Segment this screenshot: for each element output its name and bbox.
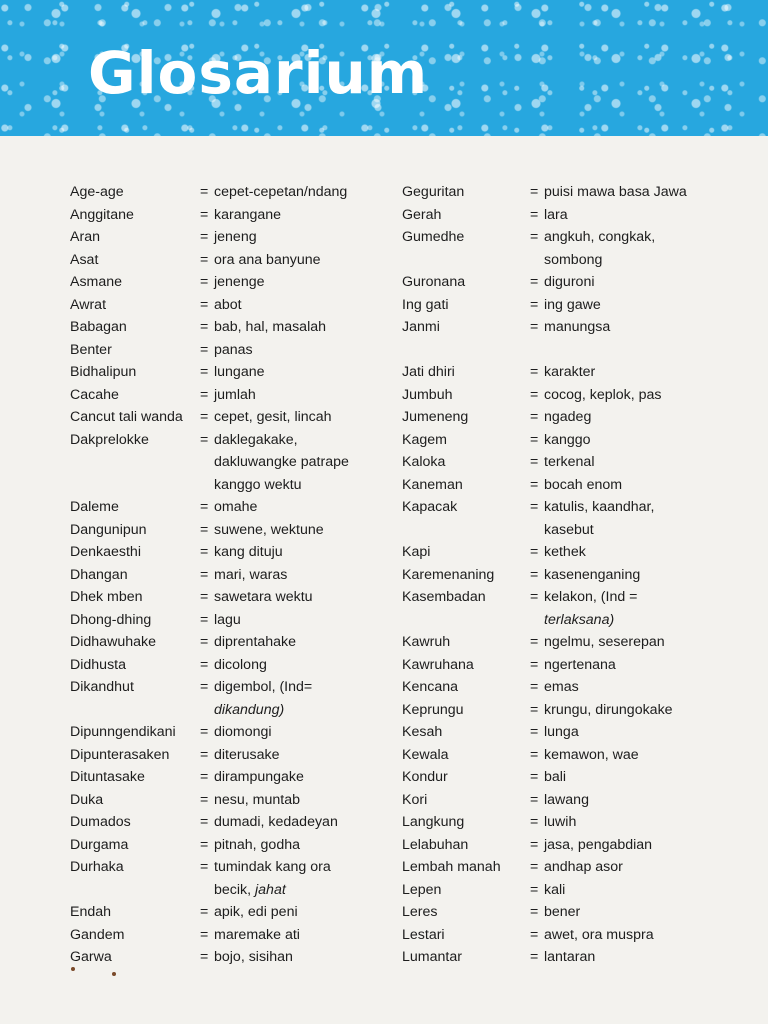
- glossary-definition: [214, 519, 324, 542]
- glossary-term: Daleme: [70, 499, 119, 515]
- definition-line: dirampungake: [214, 769, 304, 785]
- glossary-definition: [544, 856, 623, 879]
- page-title: Glosarium: [88, 39, 429, 107]
- glossary-term: Dangunipun: [70, 521, 147, 538]
- definition-line: cepet, gesit, lincah: [214, 409, 332, 425]
- glossary-definition: [214, 406, 332, 429]
- equals-sign: =: [200, 206, 209, 223]
- equals-sign: =: [200, 296, 209, 313]
- equals-sign: =: [530, 791, 539, 808]
- definition-line: bocah enom: [544, 476, 623, 493]
- glossary-term: Guronana: [402, 274, 466, 290]
- equals-sign: =: [530, 724, 539, 740]
- glossary-definition: [214, 586, 313, 609]
- glossary-term: Kagem: [402, 431, 447, 448]
- glossary-definition: [214, 271, 265, 294]
- equals-sign: =: [530, 679, 539, 695]
- definition-line: ing gawe: [544, 296, 601, 313]
- glossary-definition: [214, 631, 296, 654]
- definition-line: karakter: [544, 364, 596, 380]
- glossary-definition: [214, 676, 312, 721]
- equals-sign: =: [530, 769, 539, 785]
- definition-line: maremake ati: [214, 926, 300, 943]
- glossary-term: Bidhalipun: [70, 364, 137, 380]
- equals-sign: =: [530, 859, 539, 875]
- glossary-term: Karemenaning: [402, 566, 495, 583]
- glossary-term: Kori: [402, 791, 428, 808]
- glossary-definition: [214, 744, 279, 767]
- definition-line: dumadi, kedadeyan: [214, 814, 338, 830]
- equals-sign: =: [200, 364, 209, 380]
- definition-line: terlaksana): [544, 611, 615, 628]
- equals-sign: =: [530, 881, 539, 898]
- glossary-definition: [544, 361, 595, 384]
- glossary-definition: [544, 789, 589, 812]
- definition-line: jenenge: [214, 274, 265, 290]
- definition-line: diomongi: [214, 724, 272, 740]
- equals-sign: =: [200, 499, 209, 515]
- equals-sign: =: [200, 521, 209, 538]
- glossary-definition: [544, 384, 662, 407]
- glossary-definition: [214, 226, 257, 249]
- definition-line: lawang: [544, 791, 589, 808]
- equals-sign: =: [530, 499, 539, 515]
- equals-sign: =: [200, 386, 209, 403]
- glossary-term: Duka: [70, 791, 104, 808]
- glossary-term: Garwa: [70, 949, 112, 965]
- equals-sign: =: [200, 184, 209, 200]
- glossary-definition: [214, 429, 349, 497]
- glossary-definition: [544, 294, 601, 317]
- glossary-definition: [214, 496, 257, 519]
- definition-line: sombong: [544, 251, 603, 268]
- equals-sign: =: [200, 926, 209, 943]
- glossary-term: Dakprelokke: [70, 431, 149, 448]
- glossary-term: Kondur: [402, 769, 448, 785]
- glossary-term: Aran: [70, 229, 100, 245]
- definition-line: katulis, kaandhar,: [544, 499, 655, 515]
- glossary-term: Lelabuhan: [402, 836, 469, 853]
- glossary-definition: [214, 361, 265, 384]
- equals-sign: =: [530, 949, 539, 965]
- glossary-term: Kencana: [402, 679, 459, 695]
- definition-line: digembol, (Ind=: [214, 679, 313, 695]
- glossary-definition: [214, 204, 281, 227]
- definition-line: bab, hal, masalah: [214, 319, 326, 335]
- equals-sign: =: [200, 251, 209, 268]
- glossary-definition: [544, 474, 622, 497]
- definition-line: lunga: [544, 724, 579, 740]
- equals-sign: =: [530, 319, 539, 335]
- glossary-definition: [214, 316, 326, 339]
- equals-sign: =: [530, 746, 539, 763]
- glossary-definition: [544, 564, 640, 587]
- glossary-term: Kawruhana: [402, 656, 474, 673]
- equals-sign: =: [530, 206, 539, 223]
- definition-line: emas: [544, 679, 579, 695]
- glossary-definition: [544, 541, 586, 564]
- glossary-definition: [544, 744, 639, 767]
- glossary-term: Asmane: [70, 274, 123, 290]
- glossary-definition: [544, 429, 591, 452]
- glossary-term: Anggitane: [70, 206, 134, 223]
- definition-line: karangane: [214, 206, 282, 223]
- glossary-definition: [544, 901, 580, 924]
- glossary-term: Kawruh: [402, 634, 451, 650]
- glossary-term: Gerah: [402, 206, 442, 223]
- glossary-definition: [214, 339, 253, 362]
- definition-line: jasa, pengabdian: [544, 836, 653, 853]
- definition-line: bojo, sisihan: [214, 949, 293, 965]
- glossary-term: Kaloka: [402, 454, 446, 470]
- definition-line: kasebut: [544, 521, 594, 538]
- glossary-term: Kasembadan: [402, 589, 486, 605]
- glossary-definition: [214, 811, 338, 834]
- definition-line: kethek: [544, 544, 586, 560]
- equals-sign: =: [530, 656, 539, 673]
- definition-line: angkuh, congkak,: [544, 229, 656, 245]
- glossary-term: Kapi: [402, 544, 431, 560]
- glossary-term: Kaneman: [402, 476, 463, 493]
- equals-sign: =: [200, 724, 209, 740]
- glossary-term: Langkung: [402, 814, 465, 830]
- glossary-definition: [214, 721, 272, 744]
- glossary-term: Kewala: [402, 746, 449, 763]
- glossary-definition: [544, 946, 595, 969]
- equals-sign: =: [200, 544, 209, 560]
- glossary-definition: [544, 654, 616, 677]
- equals-sign: =: [200, 859, 209, 875]
- glossary-definition: [544, 721, 579, 744]
- definition-line: becik, jahat: [214, 881, 286, 898]
- equals-sign: =: [200, 791, 209, 808]
- definition-line: mari, waras: [214, 566, 288, 583]
- glossary-term: Durhaka: [70, 859, 124, 875]
- equals-sign: =: [200, 949, 209, 965]
- glossary-definition: [544, 496, 654, 541]
- glossary-term: Awrat: [70, 296, 107, 313]
- equals-sign: =: [200, 656, 209, 673]
- glossary-term: Endah: [70, 904, 112, 920]
- glossary-term: Kapacak: [402, 499, 458, 515]
- glossary-term: Jumeneng: [402, 409, 469, 425]
- glossary-term: Dituntasake: [70, 769, 145, 785]
- glossary-definition: [544, 699, 673, 722]
- equals-sign: =: [530, 296, 539, 313]
- glossary-definition: [544, 811, 576, 834]
- definition-line: kanggo: [544, 431, 591, 448]
- definition-line: lungane: [214, 364, 265, 380]
- glossary-definition: [214, 856, 331, 901]
- equals-sign: =: [530, 701, 539, 718]
- glossary-definition: [544, 226, 655, 271]
- glossary-term: Geguritan: [402, 184, 465, 200]
- definition-line: abot: [214, 296, 242, 313]
- glossary-term: Didhawuhake: [70, 634, 156, 650]
- ink-speck: [71, 967, 75, 971]
- equals-sign: =: [200, 634, 209, 650]
- equals-sign: =: [530, 926, 539, 943]
- glossary-term: Kesah: [402, 724, 443, 740]
- glossary-term: Dhangan: [70, 566, 128, 583]
- glossary-term: Cancut tali wanda: [70, 409, 183, 425]
- glossary-term: Lembah manah: [402, 859, 501, 875]
- definition-line: ora ana banyune: [214, 251, 321, 268]
- definition-line: kang dituju: [214, 544, 283, 560]
- glossary-definition: [544, 834, 652, 857]
- definition-line: nesu, muntab: [214, 791, 300, 808]
- glossary-definition: [214, 541, 283, 564]
- glossary-definition: [214, 766, 304, 789]
- glossary-term: Lestari: [402, 926, 445, 943]
- glossary-definition: [214, 901, 298, 924]
- equals-sign: =: [530, 566, 539, 583]
- glossary-definition: [544, 204, 568, 227]
- equals-sign: =: [200, 341, 209, 358]
- equals-sign: =: [200, 904, 209, 920]
- equals-sign: =: [530, 274, 539, 290]
- definition-line: panas: [214, 341, 253, 358]
- glossary-definition: [544, 631, 665, 654]
- glossary-term: Gumedhe: [402, 229, 465, 245]
- glossary-term: Age-age: [70, 184, 124, 200]
- glossary-term: Dumados: [70, 814, 131, 830]
- glossary-term: Leres: [402, 904, 438, 920]
- equals-sign: =: [200, 431, 209, 448]
- definition-line: lara: [544, 206, 568, 223]
- glossary-term: Didhusta: [70, 656, 126, 673]
- definition-line: daklegakake,: [214, 431, 298, 448]
- glossary-definition: [544, 586, 637, 631]
- glossary-definition: [214, 294, 242, 317]
- glossary-definition: [214, 654, 267, 677]
- glossary-definition: [544, 451, 594, 474]
- definition-line: krungu, dirungokake: [544, 701, 673, 718]
- definition-line: ngadeg: [544, 409, 592, 425]
- definition-line: luwih: [544, 814, 577, 830]
- glossary-term: Dipunngendikani: [70, 724, 176, 740]
- equals-sign: =: [530, 814, 539, 830]
- glossary-definition: [544, 879, 565, 902]
- glossary-term: Dikandhut: [70, 679, 134, 695]
- glossary-definition: [214, 181, 347, 204]
- equals-sign: =: [530, 431, 539, 448]
- glossary-term: Jumbuh: [402, 386, 453, 403]
- equals-sign: =: [530, 409, 539, 425]
- equals-sign: =: [200, 611, 209, 628]
- equals-sign: =: [530, 589, 539, 605]
- glossary-definition: [544, 766, 566, 789]
- equals-sign: =: [200, 836, 209, 853]
- definition-line: kelakon, (Ind =: [544, 589, 638, 605]
- equals-sign: =: [530, 386, 539, 403]
- equals-sign: =: [530, 229, 539, 245]
- glossary-definition: [214, 249, 321, 272]
- glossary-term: Janmi: [402, 319, 440, 335]
- definition-line: lantaran: [544, 949, 596, 965]
- glossary-term: Durgama: [70, 836, 129, 853]
- equals-sign: =: [200, 589, 209, 605]
- definition-line: puisi mawa basa Jawa: [544, 184, 687, 200]
- definition-line: kemawon, wae: [544, 746, 639, 763]
- ink-speck: [112, 972, 116, 976]
- definition-line: diguroni: [544, 274, 595, 290]
- glossary-term: Babagan: [70, 319, 127, 335]
- definition-line: ngertenana: [544, 656, 616, 673]
- definition-line: diterusake: [214, 746, 280, 763]
- glossary-term: Benter: [70, 341, 112, 358]
- glossary-definition: [214, 609, 241, 632]
- definition-line: kali: [544, 881, 566, 898]
- glossary-term: Denkaesthi: [70, 544, 141, 560]
- definition-line: ngelmu, seserepan: [544, 634, 665, 650]
- glossary-term: Ing gati: [402, 296, 449, 313]
- definition-line: awet, ora muspra: [544, 926, 654, 943]
- glossary-definition: [544, 406, 591, 429]
- glossary-definition: [544, 924, 654, 947]
- definition-line: bener: [544, 904, 581, 920]
- definition-line: cepet-cepetan/ndang: [214, 184, 348, 200]
- equals-sign: =: [530, 476, 539, 493]
- definition-line: apik, edi peni: [214, 904, 298, 920]
- definition-line: cocog, keplok, pas: [544, 386, 662, 403]
- definition-line: sawetara wektu: [214, 589, 313, 605]
- definition-line: andhap asor: [544, 859, 623, 875]
- equals-sign: =: [200, 409, 209, 425]
- definition-line: pitnah, godha: [214, 836, 300, 853]
- definition-line: dikandung): [214, 701, 285, 718]
- glossary-term: Dipunterasaken: [70, 746, 170, 763]
- equals-sign: =: [530, 184, 539, 200]
- equals-sign: =: [530, 454, 539, 470]
- equals-sign: =: [200, 769, 209, 785]
- glossary-term: Dhek mben: [70, 589, 143, 605]
- glossary-term: Lumantar: [402, 949, 462, 965]
- glossary-term: Asat: [70, 251, 99, 268]
- glossary-definition: [544, 271, 594, 294]
- equals-sign: =: [530, 836, 539, 853]
- definition-line: dakluwangke patrape: [214, 454, 349, 470]
- definition-line: suwene, wektune: [214, 521, 324, 538]
- definition-line: bali: [544, 769, 567, 785]
- glossary-definition: [214, 564, 287, 587]
- glossary-term: Cacahe: [70, 386, 119, 403]
- title-banner: [0, 0, 768, 136]
- equals-sign: =: [200, 746, 209, 763]
- equals-sign: =: [200, 229, 209, 245]
- glossary-definition: [214, 924, 300, 947]
- equals-sign: =: [200, 566, 209, 583]
- equals-sign: =: [530, 364, 539, 380]
- glossary-definition: [544, 181, 687, 204]
- glossary-term: Gandem: [70, 926, 125, 943]
- equals-sign: =: [200, 319, 209, 335]
- glossary-definition: [214, 384, 256, 407]
- equals-sign: =: [530, 904, 539, 920]
- equals-sign: =: [200, 679, 209, 695]
- glossary-definition: [544, 316, 610, 339]
- equals-sign: =: [200, 274, 209, 290]
- glossary-term: Jati dhiri: [402, 364, 455, 380]
- definition-line: dicolong: [214, 656, 267, 673]
- glossary-term: Dhong-dhing: [70, 611, 152, 628]
- definition-line: omahe: [214, 499, 258, 515]
- definition-line: diprentahake: [214, 634, 297, 650]
- glossary-definition: [214, 946, 293, 969]
- glossary-definition: [544, 676, 579, 699]
- definition-line: terkenal: [544, 454, 595, 470]
- definition-line: lagu: [214, 611, 241, 628]
- glossary-definition: [214, 789, 300, 812]
- definition-line: tumindak kang ora: [214, 859, 331, 875]
- equals-sign: =: [200, 814, 209, 830]
- definition-line: kasenenganing: [544, 566, 641, 583]
- equals-sign: =: [530, 634, 539, 650]
- definition-line: jeneng: [214, 229, 257, 245]
- glossary-term: Keprungu: [402, 701, 464, 718]
- definition-line: jumlah: [214, 386, 256, 403]
- glossary-definition: [214, 834, 300, 857]
- definition-line: kanggo wektu: [214, 476, 302, 493]
- glossary-term: Lepen: [402, 881, 442, 898]
- definition-line: manungsa: [544, 319, 611, 335]
- equals-sign: =: [530, 544, 539, 560]
